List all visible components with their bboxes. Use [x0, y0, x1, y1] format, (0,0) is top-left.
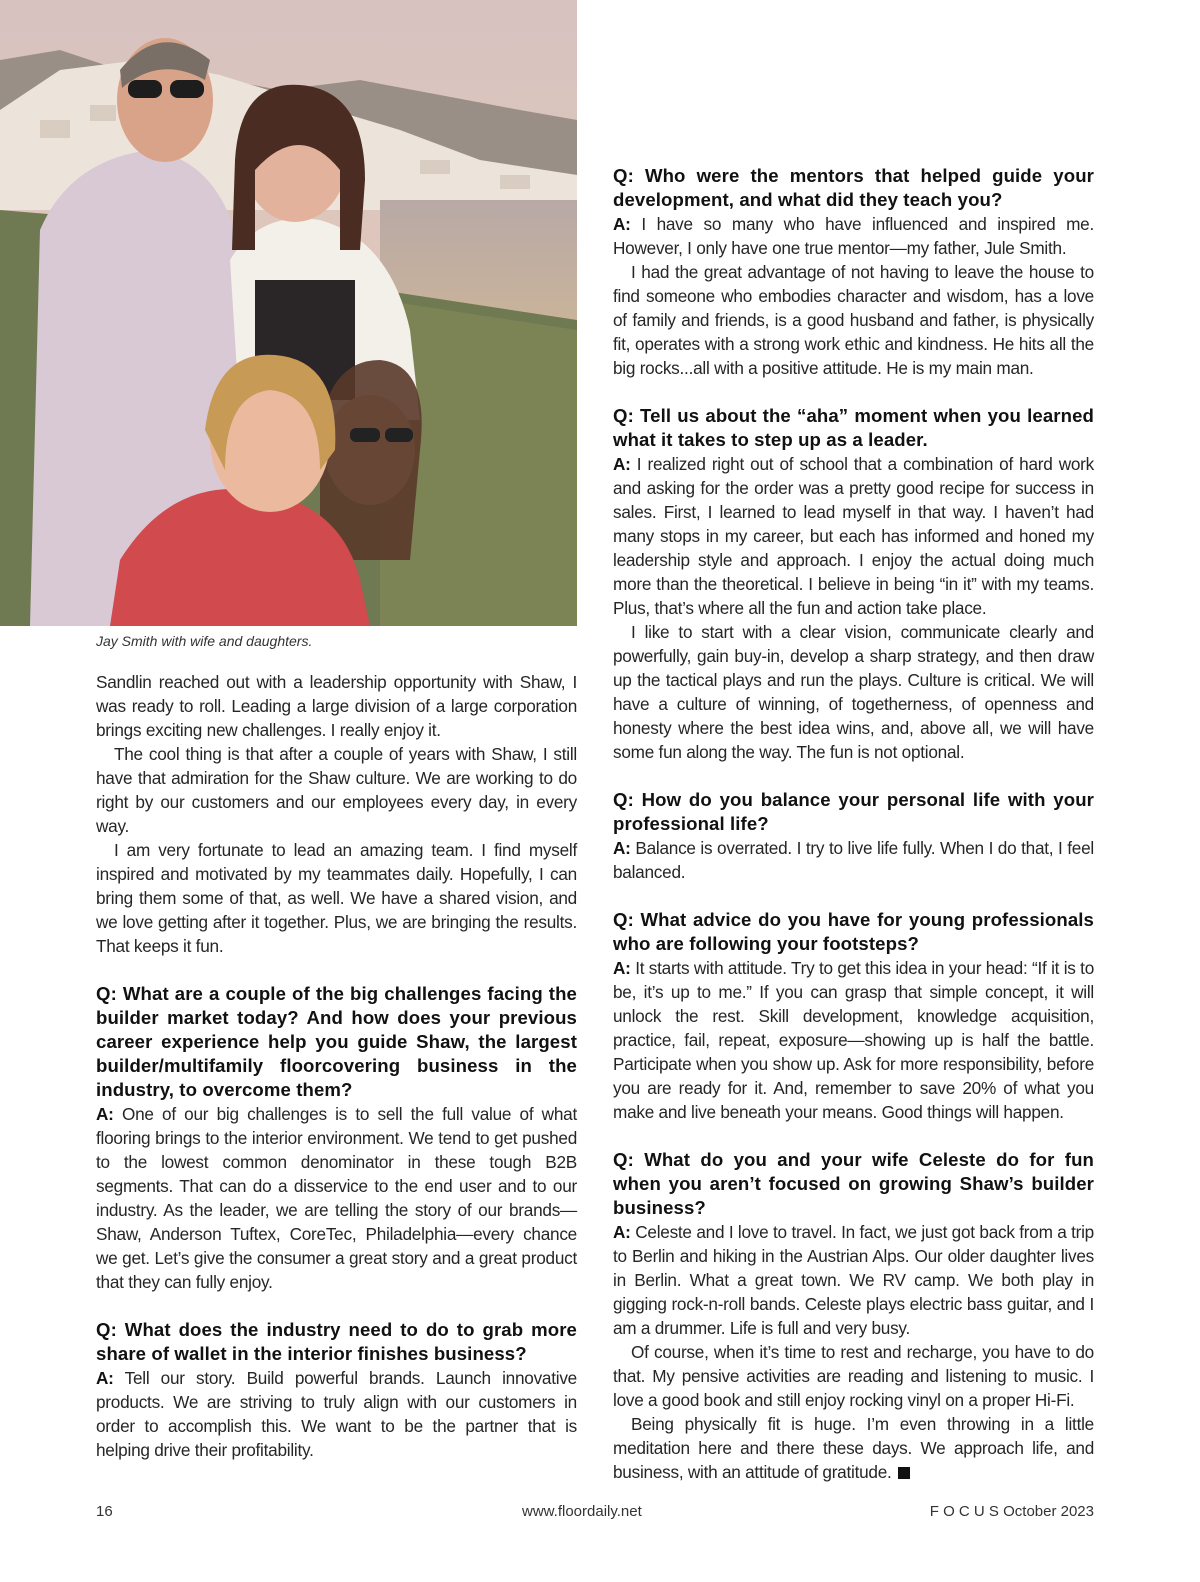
- interview-question: Q: Who were the mentors that helped guide your development, and what did they teach you?: [613, 165, 1094, 210]
- website-link[interactable]: www.floordaily.net: [522, 1503, 642, 1520]
- interview-question: Q: What do you and your wife Celeste do for fun when you aren’t focused on growing Shaw’s builder business?: [613, 1149, 1094, 1218]
- answer-text: Being physically fit is huge. I’m even throwing in a little meditation here and there these days. We approach life, and business, with an attitude of gratitude.: [613, 1414, 1094, 1482]
- answer-label: A:: [613, 454, 631, 474]
- answer-paragraph: I like to start with a clear vision, communicate clearly and powerfully, gain buy-in, develop a sharp strategy, and then draw up the tactical plays and run the plays. Culture is critical. We will have a culture of winning, of togetherness, of openness and honesty where the best idea wins, and, above all, we will have some fun along the way. The fun is not optional.: [613, 622, 1094, 762]
- interview-question: Q: What does the industry need to do to grab more share of wallet in the interior finishes business?: [96, 1319, 577, 1364]
- interview-answer: [613, 836, 1094, 884]
- answer-text: I realized right out of school that a combination of hard work and asking for the order was a pretty good recipe for success in sales. First, I learned to lead myself in that way. I haven’t had many stops in my career, but each has informed and honed my leadership style and approach. I enjoy the actual doing much more than the theoretical. I believe in being “in it” with my teams. Plus, that’s where all the fun and action take place.: [613, 454, 1094, 618]
- family-photo-illustration: [0, 0, 577, 626]
- interview-answer: [613, 212, 1094, 260]
- body-paragraph: Sandlin reached out with a leadership opportunity with Shaw, I was ready to roll. Leading a large division of a large corporation brings exciting new challenges. I really enjoy it.: [96, 672, 577, 740]
- answer-label: A:: [613, 214, 631, 234]
- answer-text: One of our big challenges is to sell the full value of what flooring brings to the interior environment. We tend to get pushed to the lowest common denominator in these tough B2B segments. That can do a disservice to the end user and to our industry. As the leader, we are telling the story of our brands—Shaw, Anderson Tuftex, CoreTec, Philadelphia—every chance we get. Let’s give the consumer a great story and a great product that they can fully enjoy.: [96, 1104, 577, 1292]
- answer-text: Balance is overrated. I try to live life fully. When I do that, I feel balanced.: [613, 838, 1094, 882]
- page-number: 16: [96, 1503, 113, 1520]
- interview-answer: [613, 956, 1094, 1124]
- interview-question: Q: How do you balance your personal life with your professional life?: [613, 789, 1094, 834]
- interview-question: Q: What are a couple of the big challenges facing the builder market today? And how does your previous career experience help you guide Shaw, the largest builder/multifamily floorcovering business in the industry, to overcome them?: [96, 983, 577, 1100]
- answer-label: A:: [613, 838, 631, 858]
- body-paragraph: The cool thing is that after a couple of years with Shaw, I still have that admiration for the Shaw culture. We are working to do right by our customers and our employees every day, in every way.: [96, 744, 577, 836]
- photo-caption: Jay Smith with wife and daughters.: [96, 633, 313, 649]
- answer-label: A:: [96, 1104, 114, 1124]
- interview-answer: [96, 1366, 577, 1462]
- body-paragraph: I am very fortunate to lead an amazing team. I find myself inspired and motivated by my teammates daily. Hopefully, I can bring them some of that, as well. We have a shared vision, and we love getting after it together. Plus, we are bringing the results. That keeps it fun.: [96, 840, 577, 956]
- family-photo: [0, 0, 577, 626]
- answer-text: It starts with attitude. Try to get this idea in your head: “If it is to be, it’s up to me.” If you can grasp that simple concept, it will unlock the rest. Skill development, knowledge acquisition, practice, fail, repeat, exposure—showing up is half the battle. Participate when you show up. Ask for more responsibility, before you are ready for it. And, remember to save 20% of what you make and live beneath your means. Good things will happen.: [613, 958, 1094, 1122]
- issue-label: F O C U S October 2023: [929, 1503, 1094, 1520]
- interview-answer: [613, 452, 1094, 620]
- answer-label: A:: [96, 1368, 114, 1388]
- answer-label: A:: [613, 958, 631, 978]
- end-of-article-mark: [898, 1467, 910, 1479]
- right-column: [613, 164, 1094, 1484]
- answer-text: Celeste and I love to travel. In fact, we just got back from a trip to Berlin and hiking in the Austrian Alps. Our older daughter lives in Berlin. What a great town. We RV camp. We both play in gigging rock-n-roll bands. Celeste plays electric bass guitar, and I am a drummer. Life is full and very busy.: [613, 1222, 1094, 1338]
- answer-paragraph: [613, 1412, 1094, 1484]
- answer-paragraph: I had the great advantage of not having to leave the house to find someone who embodies character and wisdom, has a love of family and friends, is a good husband and father, is physically fit, operates with a strong work ethic and kindness. He hits all the big rocks...all with a positive attitude. He is my main man.: [613, 262, 1094, 378]
- interview-question: Q: Tell us about the “aha” moment when you learned what it takes to step up as a leader.: [613, 405, 1094, 450]
- interview-answer: [96, 1102, 577, 1294]
- answer-text: Tell our story. Build powerful brands. Launch innovative products. We are striving to truly align with our customers in order to accomplish this. We want to be the partner that is helping drive their profitability.: [96, 1368, 577, 1460]
- interview-answer: [613, 1220, 1094, 1340]
- answer-text: I have so many who have influenced and inspired me. However, I only have one true mentor—my father, Jule Smith.: [613, 214, 1094, 258]
- interview-question: Q: What advice do you have for young professionals who are following your footsteps?: [613, 909, 1094, 954]
- answer-paragraph: Of course, when it’s time to rest and recharge, you have to do that. My pensive activities are reading and listening to music. I love a good book and still enjoy rocking vinyl on a proper Hi-Fi.: [613, 1342, 1094, 1410]
- left-column: [96, 670, 577, 1462]
- answer-label: A:: [613, 1222, 631, 1242]
